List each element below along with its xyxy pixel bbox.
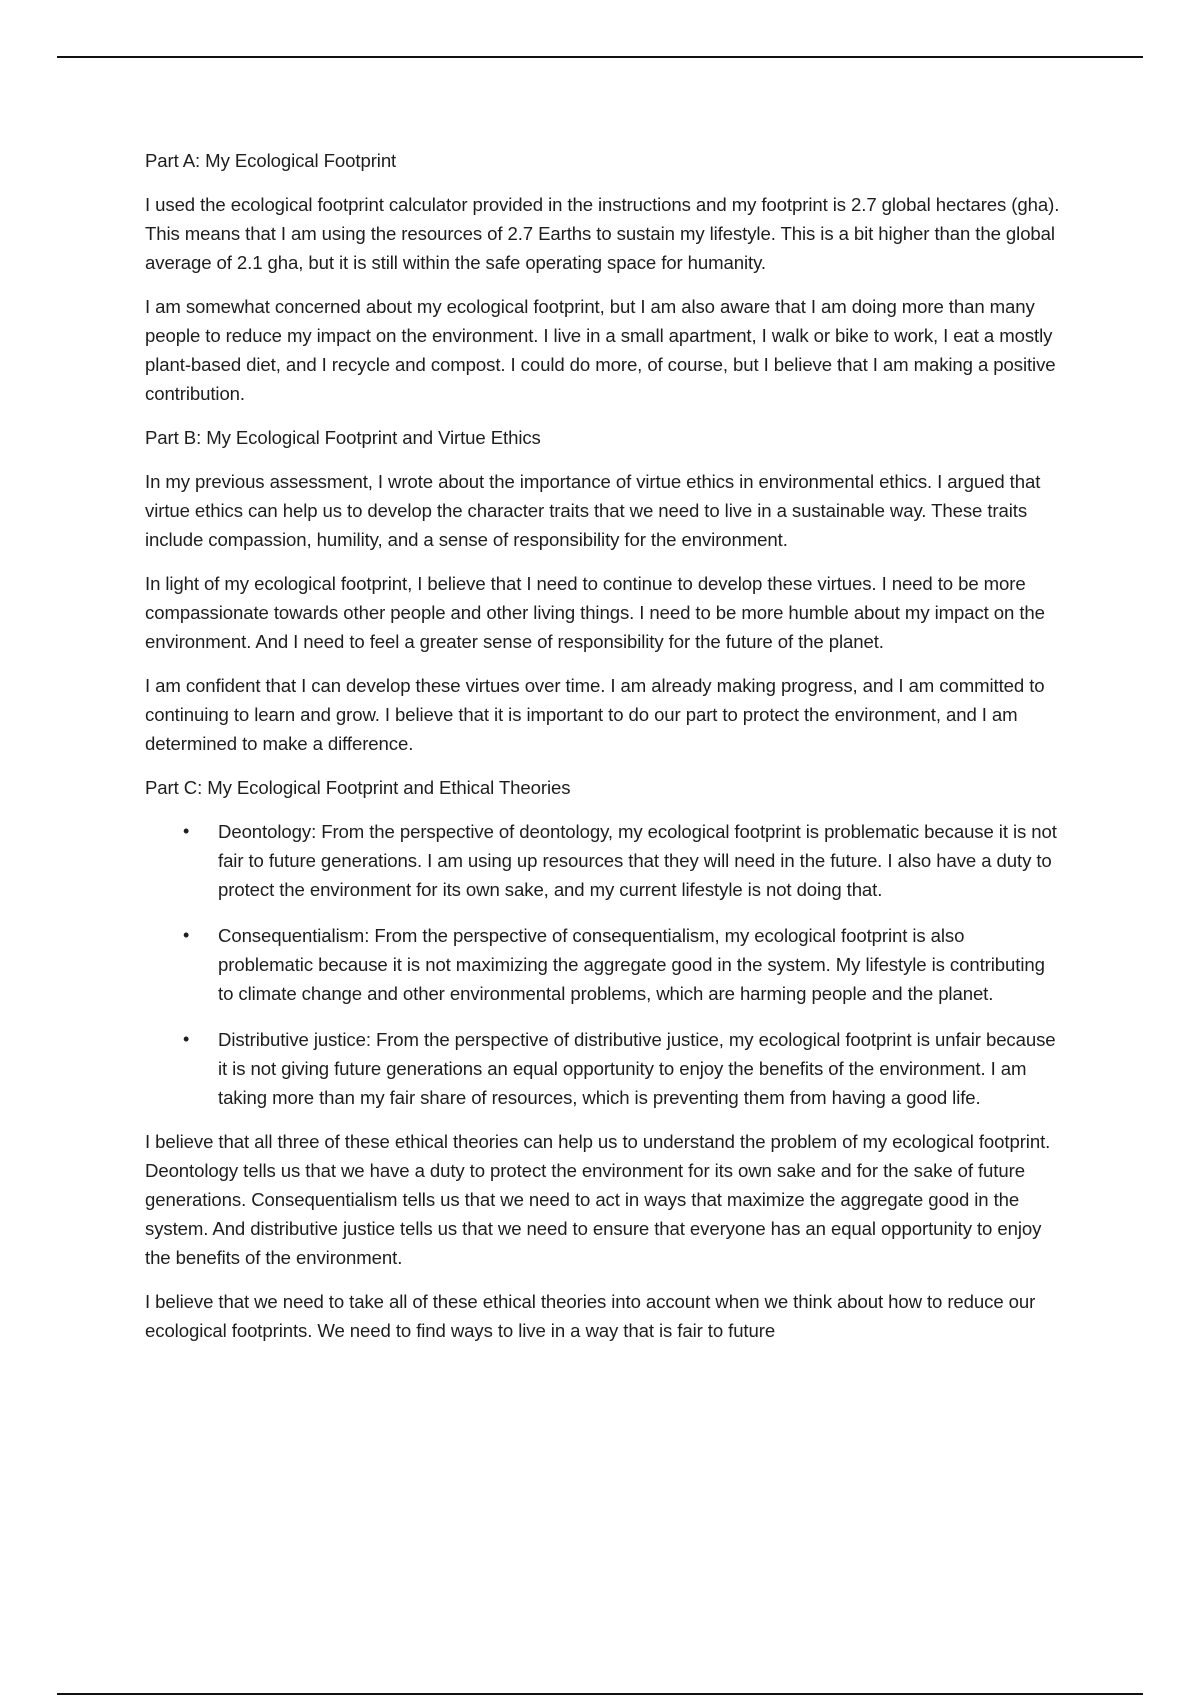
ethical-theories-list (145, 817, 1060, 1112)
section-heading-part-b: Part B: My Ecological Footprint and Virtue Ethics (145, 427, 541, 448)
document-body (145, 146, 1060, 1360)
paragraph: I believe that we need to take all of these ethical theories into account when we think about how to reduce our ecological footprints. We need to find ways to live in a way that is fair to future (145, 1291, 1036, 1341)
section-heading-part-c: Part C: My Ecological Footprint and Ethical Theories (145, 777, 571, 798)
list-item-deontology (145, 817, 1060, 904)
list-item-text: Deontology: From the perspective of deontology, my ecological footprint is problematic because it is not fair to future generations. I am using up resources that they will need in the future. I also have a duty to protect the environment for its own sake, and my current lifestyle is not doing that. (218, 821, 1057, 900)
paragraph: In my previous assessment, I wrote about the importance of virtue ethics in environmental ethics. I argued that virtue ethics can help us to develop the character traits that we need to live in a sustainable way. These traits include compassion, humility, and a sense of responsibility for the environment. (145, 471, 1041, 550)
bullet-icon: • (183, 1029, 190, 1049)
bullet-icon: • (183, 925, 190, 945)
section-heading-part-a: Part A: My Ecological Footprint (145, 150, 397, 171)
list-item-text: Consequentialism: From the perspective of consequentialism, my ecological footprint is also problematic because it is not maximizing the aggregate good in the system. My lifestyle is contributing to climate change and other environmental problems, which are harming people and the planet. (218, 925, 1045, 1004)
list-item-consequentialism (145, 921, 1060, 1008)
paragraph: I used the ecological footprint calculator provided in the instructions and my footprint is 2.7 global hectares (gha). This means that I am using the resources of 2.7 Earths to sustain my lifestyle. This is a bit higher than the global average of 2.1 gha, but it is still within the safe operating space for humanity. (145, 194, 1060, 273)
list-item-distributive-justice (145, 1025, 1060, 1112)
section-part-c (145, 773, 1060, 1345)
bullet-icon: • (183, 821, 190, 841)
list-item-text: Distributive justice: From the perspective of distributive justice, my ecological footprint is unfair because it is not giving future generations an equal opportunity to enjoy the benefits of the environment. I am taking more than my fair share of resources, which is preventing them from having a good life. (218, 1029, 1056, 1108)
header-rule (57, 56, 1143, 58)
paragraph: I am somewhat concerned about my ecological footprint, but I am also aware that I am doing more than many people to reduce my impact on the environment. I live in a small apartment, I walk or bike to work, I eat a mostly plant-based diet, and I recycle and compost. I could do more, of course, but I believe that I am making a positive contribution. (145, 296, 1056, 404)
paragraph: In light of my ecological footprint, I believe that I need to continue to develop these virtues. I need to be more compassionate towards other people and other living things. I need to be more humble about my impact on the environment. And I need to feel a greater sense of responsibility for the future of the planet. (145, 573, 1045, 652)
paragraph: I believe that all three of these ethical theories can help us to understand the problem of my ecological footprint. Deontology tells us that we have a duty to protect the environment for its own sake and for the sake of future generations. Consequentialism tells us that we need to act in ways that maximize the aggregate good in the system. And distributive justice tells us that we need to ensure that everyone has an equal opportunity to enjoy the benefits of the environment. (145, 1131, 1051, 1268)
section-part-a (145, 146, 1060, 408)
footer-rule (57, 1693, 1143, 1695)
section-part-b (145, 423, 1060, 758)
paragraph: I am confident that I can develop these virtues over time. I am already making progress, and I am committed to continuing to learn and grow. I believe that it is important to do our part to protect the environment, and I am determined to make a difference. (145, 675, 1045, 754)
